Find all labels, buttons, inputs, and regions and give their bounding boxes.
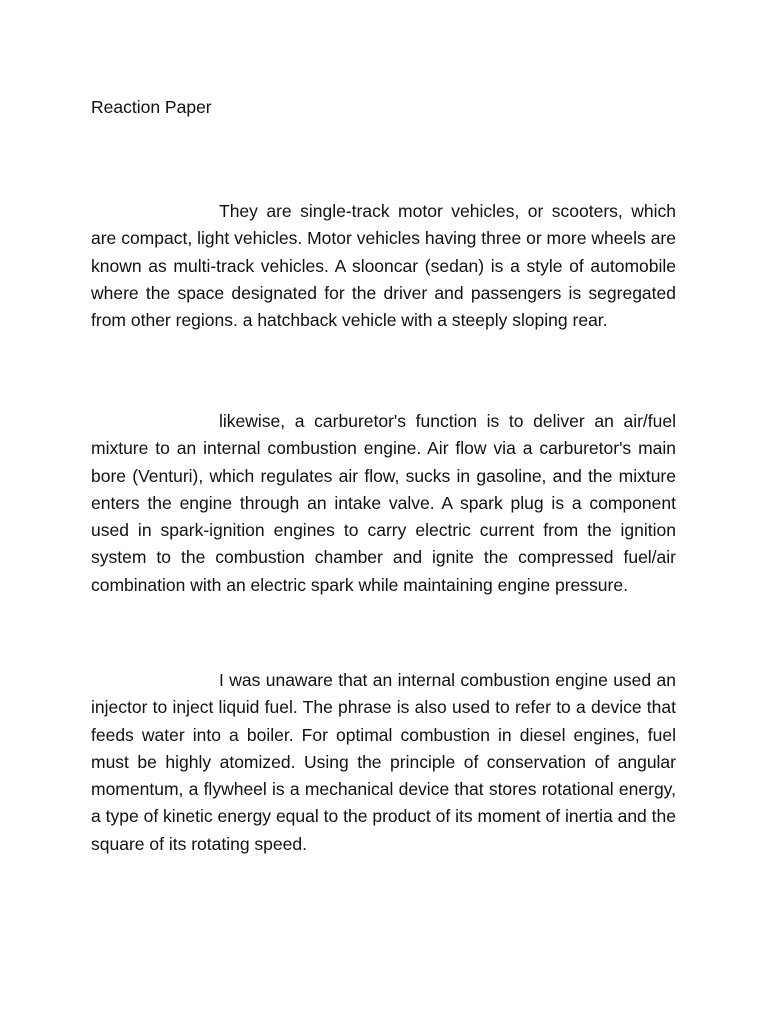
paragraph-3: I was unaware that an internal combustion engine used an injector to inject liquid fuel. The phrase is also used to refer to a device that feeds water into a boiler. For optimal combustion in diesel engines, fuel must be highly atomized. Using the principle of conservation of angular momentum, a flywheel is a mechanical device that stores rotational energy, a type of kinetic energy equal to the product of its moment of inertia and the square of its rotating speed.	[91, 670, 676, 854]
paragraph-2: likewise, a carburetor's function is to deliver an air/fuel mixture to an internal combustion engine. Air flow via a carburetor's main bore (Venturi), which regulates air flow, sucks in gasoline, and the mixture enters the engine through an intake valve. A spark plug is a component used in spark-ignition engines to carry electric current from the ignition system to the combustion chamber and ignite the compressed fuel/air combination with an electric spark while maintaining engine pressure.	[91, 411, 676, 595]
paragraph-1: They are single-track motor vehicles, or scooters, which are compact, light vehicles. Motor vehicles having three or more wheels are known as multi-track vehicles. A slooncar (sedan) is a style of automobile where the space designated for the driver and passengers is segregated from other regions. a hatchback vehicle with a steeply sloping rear.	[91, 201, 676, 331]
document-title: Reaction Paper	[91, 97, 212, 117]
